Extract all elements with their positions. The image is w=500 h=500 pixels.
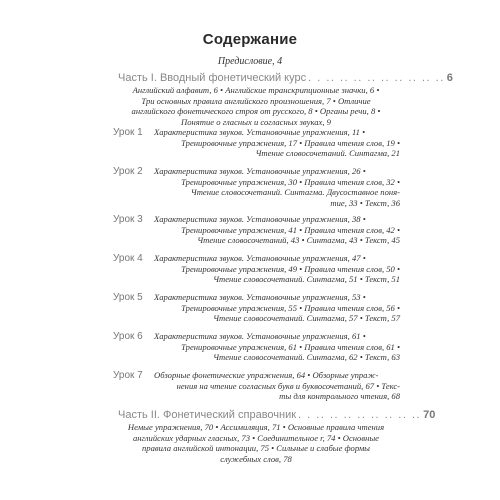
part-2-line: Немые упражнения, 70 • Ассимиляция, 71 • Основные правила чтения bbox=[127, 422, 385, 432]
lesson-3-label: Урок 3 bbox=[113, 214, 143, 225]
lesson-line: Чтение словосочетаний. Синтагма, 57 • Текст, 57 bbox=[213, 313, 400, 324]
lesson-line: Характеристика звуков. Установочные упражнения, 38 • bbox=[154, 214, 366, 224]
lesson-4-topics bbox=[152, 253, 402, 285]
lesson-line: Тренировочные упражнения, 30 • Правила чтения слов, 32 • bbox=[181, 176, 400, 187]
lesson-6-topics bbox=[152, 331, 402, 363]
lesson-line: тие, 33 • Текст, 36 bbox=[330, 197, 400, 208]
lesson-7-entry bbox=[113, 370, 405, 410]
lesson-line: Характеристика звуков. Установочные упражнения, 11 • bbox=[154, 127, 366, 137]
lesson-1-label: Урок 1 bbox=[113, 127, 143, 138]
part-1-heading bbox=[118, 72, 453, 84]
lesson-6-entry bbox=[113, 331, 405, 371]
part-1-topics bbox=[125, 85, 387, 127]
part-2-line: служебных слов, 78 bbox=[220, 453, 292, 464]
lesson-line: Чтение словосочетаний. Синтагма. Двусоставное поня- bbox=[190, 187, 400, 198]
lesson-line: Чтение словосочетаний. Синтагма, 62 • Текст, 63 bbox=[213, 352, 400, 363]
part-2-page-number: 70 bbox=[423, 409, 436, 421]
part-1-leader-dots: . . .. .. .. .. .. .. .. .. .. bbox=[308, 72, 445, 84]
lesson-5-entry bbox=[113, 292, 405, 332]
part-1-line: английского фонетического строя от русского, 8 • Органы речи, 8 • bbox=[131, 106, 381, 117]
part-1-line: Понятие о гласных и согласных звуках, 9 bbox=[181, 116, 331, 127]
lesson-2-entry bbox=[113, 166, 405, 206]
lesson-line: Характеристика звуков. Установочные упражнения, 53 • bbox=[154, 292, 366, 302]
lesson-line: Тренировочные упражнения, 41 • Правила чтения слов, 42 • bbox=[181, 224, 400, 235]
lesson-3-entry bbox=[113, 214, 405, 254]
lesson-2-label: Урок 2 bbox=[113, 166, 143, 177]
lesson-1-topics bbox=[152, 127, 402, 159]
lesson-line: Характеристика звуков. Установочные упражнения, 26 • bbox=[154, 166, 366, 176]
lesson-4-label: Урок 4 bbox=[113, 253, 143, 264]
lesson-4-entry bbox=[113, 253, 405, 293]
lesson-line: Тренировочные упражнения, 55 • Правила чтения слов, 56 • bbox=[181, 302, 400, 313]
part-2-title: Часть II. Фонетический справочник bbox=[118, 409, 297, 421]
part-1-title: Часть I. Вводный фонетический курс bbox=[118, 72, 307, 84]
lesson-5-label: Урок 5 bbox=[113, 292, 143, 303]
lesson-3-topics bbox=[152, 214, 402, 246]
part-2-heading bbox=[118, 409, 436, 421]
part-2-line: правила английской интонации, 75 • Сильные и слабые формы bbox=[141, 443, 371, 454]
part-1-line: Английский алфавит, 6 • Английские транскрипционные значки, 6 • bbox=[132, 85, 380, 95]
lesson-line: Тренировочные упражнения, 49 • Правила чтения слов, 50 • bbox=[181, 263, 400, 274]
lesson-line: Тренировочные упражнения, 17 • Правила чтения слов, 19 • bbox=[181, 137, 400, 148]
lesson-1-entry bbox=[113, 127, 405, 167]
lesson-line: Тренировочные упражнения, 61 • Правила чтения слов, 61 • bbox=[181, 341, 400, 352]
lesson-line: Характеристика звуков. Установочные упражнения, 61 • bbox=[154, 331, 366, 341]
lesson-7-label: Урок 7 bbox=[113, 370, 143, 381]
page-title: Содержание bbox=[202, 31, 298, 48]
lesson-7-topics bbox=[152, 370, 402, 402]
lesson-6-label: Урок 6 bbox=[113, 331, 143, 342]
lesson-line: Характеристика звуков. Установочные упражнения, 47 • bbox=[154, 253, 366, 263]
lesson-line: Чтение словосочетаний. Синтагма, 21 bbox=[255, 148, 400, 159]
lesson-2-topics bbox=[152, 166, 402, 208]
lesson-line: нения на чтение согласных букв и буквосочетаний, 67 • Текс- bbox=[176, 380, 400, 391]
part-2-line: английских ударных гласных, 73 • Соединительное r, 74 • Основные bbox=[133, 432, 379, 443]
lesson-line: ты для контрольного чтения, 68 bbox=[279, 391, 400, 402]
part-1-line: Три основных правила английского произношения, 7 • Отличие bbox=[141, 95, 371, 106]
part-2-leader-dots: . . .. .. .. .. .. .. .. .. bbox=[298, 409, 422, 421]
lesson-line: Чтение словосочетаний, 43 • Синтагма, 43 • Текст, 45 bbox=[197, 235, 400, 246]
lesson-line: Обзорные фонетические упражнения, 64 • Обзорные упраж- bbox=[154, 370, 379, 380]
part-2-topics bbox=[125, 422, 387, 464]
preface-entry: Предисловие, 4 bbox=[217, 56, 283, 67]
lesson-line: Чтение словосочетаний. Синтагма, 51 • Текст, 51 bbox=[213, 274, 400, 285]
part-1-page-number: 6 bbox=[446, 72, 453, 84]
lesson-5-topics bbox=[152, 292, 402, 324]
